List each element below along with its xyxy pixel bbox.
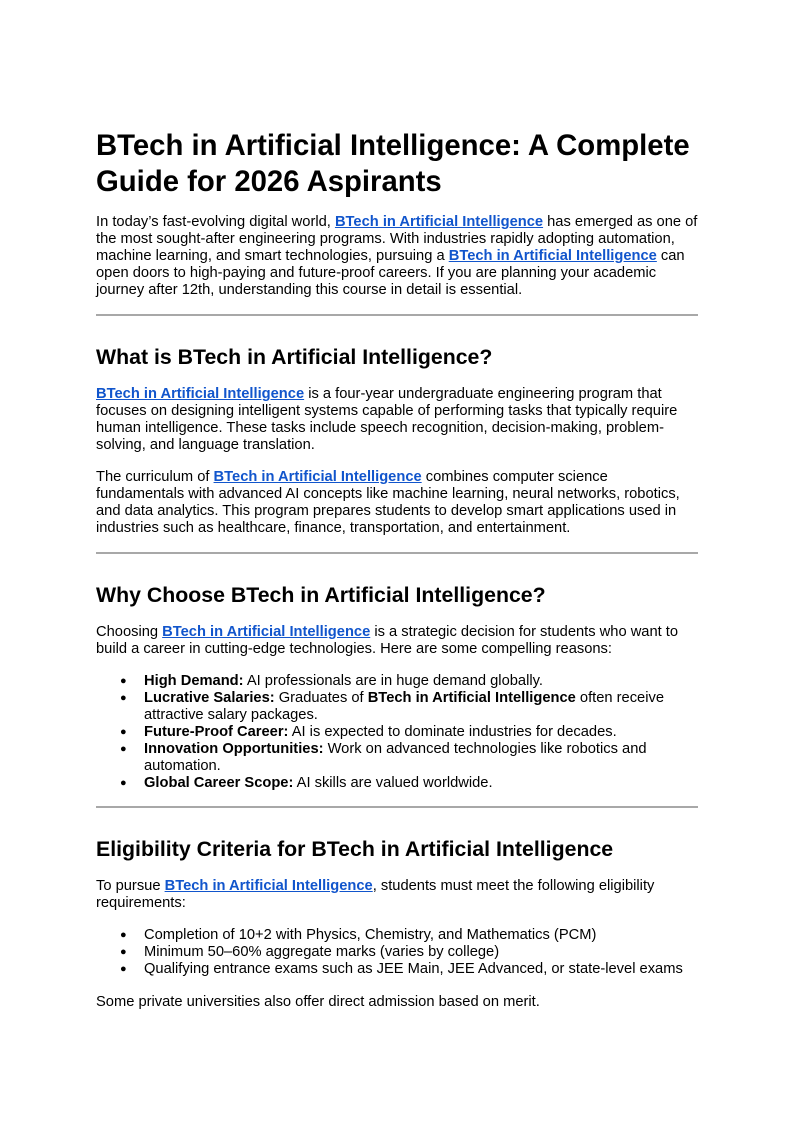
list-item-text: AI professionals are in huge demand globally.	[243, 673, 543, 689]
eligibility-text-a: To pursue	[96, 878, 165, 894]
list-item-text: AI skills are valued worldwide.	[293, 775, 493, 791]
list-item-text: Minimum 50–60% aggregate marks (varies by college)	[144, 944, 500, 960]
intro-text-3: can open doors to high-paying and future-proof careers. If you are planning your academic journey after 12th, understanding this course in detail is essential.	[96, 248, 685, 298]
reasons-list	[96, 673, 698, 792]
btech-ai-link[interactable]: BTech in Artificial Intelligence	[162, 624, 371, 640]
btech-ai-link[interactable]: BTech in Artificial Intelligence	[334, 214, 544, 230]
list-item-text: AI is expected to dominate industries for decades.	[288, 724, 617, 740]
section-divider	[96, 314, 698, 316]
intro-paragraph	[96, 214, 698, 299]
bullet-icon: ●	[120, 692, 127, 704]
btech-ai-link[interactable]: BTech in Artificial Intelligence	[96, 386, 305, 402]
intro-text-1: In today’s fast-evolving digital world,	[96, 214, 335, 230]
bullet-icon: ●	[120, 726, 127, 738]
list-item-text: often receive attractive salary packages.	[144, 690, 665, 723]
btech-ai-link[interactable]: BTech in Artificial Intelligence	[213, 469, 422, 485]
bullet-icon: ●	[120, 777, 127, 789]
page-title: BTech in Artificial Intelligence: A Complete Guide for 2026 Aspirants	[96, 129, 690, 198]
section-divider	[96, 806, 698, 808]
list-item-label: Lucrative Salaries:	[144, 690, 275, 706]
list-item	[96, 927, 698, 944]
list-item-text: Completion of 10+2 with Physics, Chemistry, and Mathematics (PCM)	[144, 927, 597, 943]
what-is-paragraph-2	[96, 469, 698, 537]
list-item	[96, 690, 698, 724]
closing-paragraph: Some private universities also offer direct admission based on merit.	[96, 994, 540, 1010]
eligibility-list	[96, 927, 698, 978]
list-item-label: Innovation Opportunities:	[144, 741, 324, 757]
list-item-label: High Demand:	[144, 673, 244, 689]
btech-ai-link[interactable]: BTech in Artificial Intelligence	[448, 248, 657, 264]
what-is-paragraph-1	[96, 386, 698, 454]
section-heading-eligibility: Eligibility Criteria for BTech in Artificial Intelligence	[96, 837, 614, 861]
eligibility-paragraph	[96, 878, 698, 912]
bullet-icon: ●	[120, 743, 127, 755]
list-item-label: Global Career Scope:	[144, 775, 294, 791]
what-is-text-2b: combines computer science fundamentals with advanced AI concepts like machine learning, neural networks, robotics, and data analytics. This program prepares students to develop smart applications used in industries such as healthcare, finance, transportation, and entertainment.	[96, 469, 680, 536]
why-choose-text-a: Choosing	[96, 624, 163, 640]
what-is-text-2a: The curriculum of	[96, 469, 214, 485]
section-heading-what-is: What is BTech in Artificial Intelligence?	[96, 345, 493, 369]
list-item-text: Work on advanced technologies like robotics and automation.	[144, 741, 647, 774]
bullet-icon: ●	[120, 675, 127, 687]
btech-ai-link[interactable]: BTech in Artificial Intelligence	[164, 878, 373, 894]
list-item-text: Qualifying entrance exams such as JEE Main, JEE Advanced, or state-level exams	[144, 961, 683, 977]
section-heading-why-choose: Why Choose BTech in Artificial Intelligence?	[96, 583, 546, 607]
list-item-text: Graduates of	[274, 690, 368, 706]
list-item	[96, 944, 698, 961]
list-item	[96, 775, 698, 792]
bullet-icon: ●	[120, 946, 127, 958]
section-divider	[96, 552, 698, 554]
list-item-bold-text: BTech in Artificial Intelligence	[367, 690, 576, 706]
why-choose-paragraph	[96, 624, 698, 658]
list-item	[96, 673, 698, 690]
why-choose-text-b: is a strategic decision for students who want to build a career in cutting-edge technologies. Here are some compelling reasons:	[96, 624, 679, 657]
list-item	[96, 741, 698, 775]
list-item-label: Future-Proof Career:	[144, 724, 289, 740]
bullet-icon: ●	[120, 963, 127, 975]
eligibility-text-b: , students must meet the following eligibility requirements:	[96, 878, 655, 911]
list-item	[96, 724, 698, 741]
bullet-icon: ●	[120, 929, 127, 941]
list-item	[96, 961, 698, 978]
intro-text-2: has emerged as one of the most sought-after engineering programs. With industries rapidly adopting automation, machine learning, and smart technologies, pursuing a	[96, 214, 698, 264]
what-is-text-1: is a four-year undergraduate engineering program that focuses on designing intelligent systems capable of performing tasks that typically require human intelligence. These tasks include speech recognition, decision-making, problem-solving, and language translation.	[96, 386, 678, 453]
